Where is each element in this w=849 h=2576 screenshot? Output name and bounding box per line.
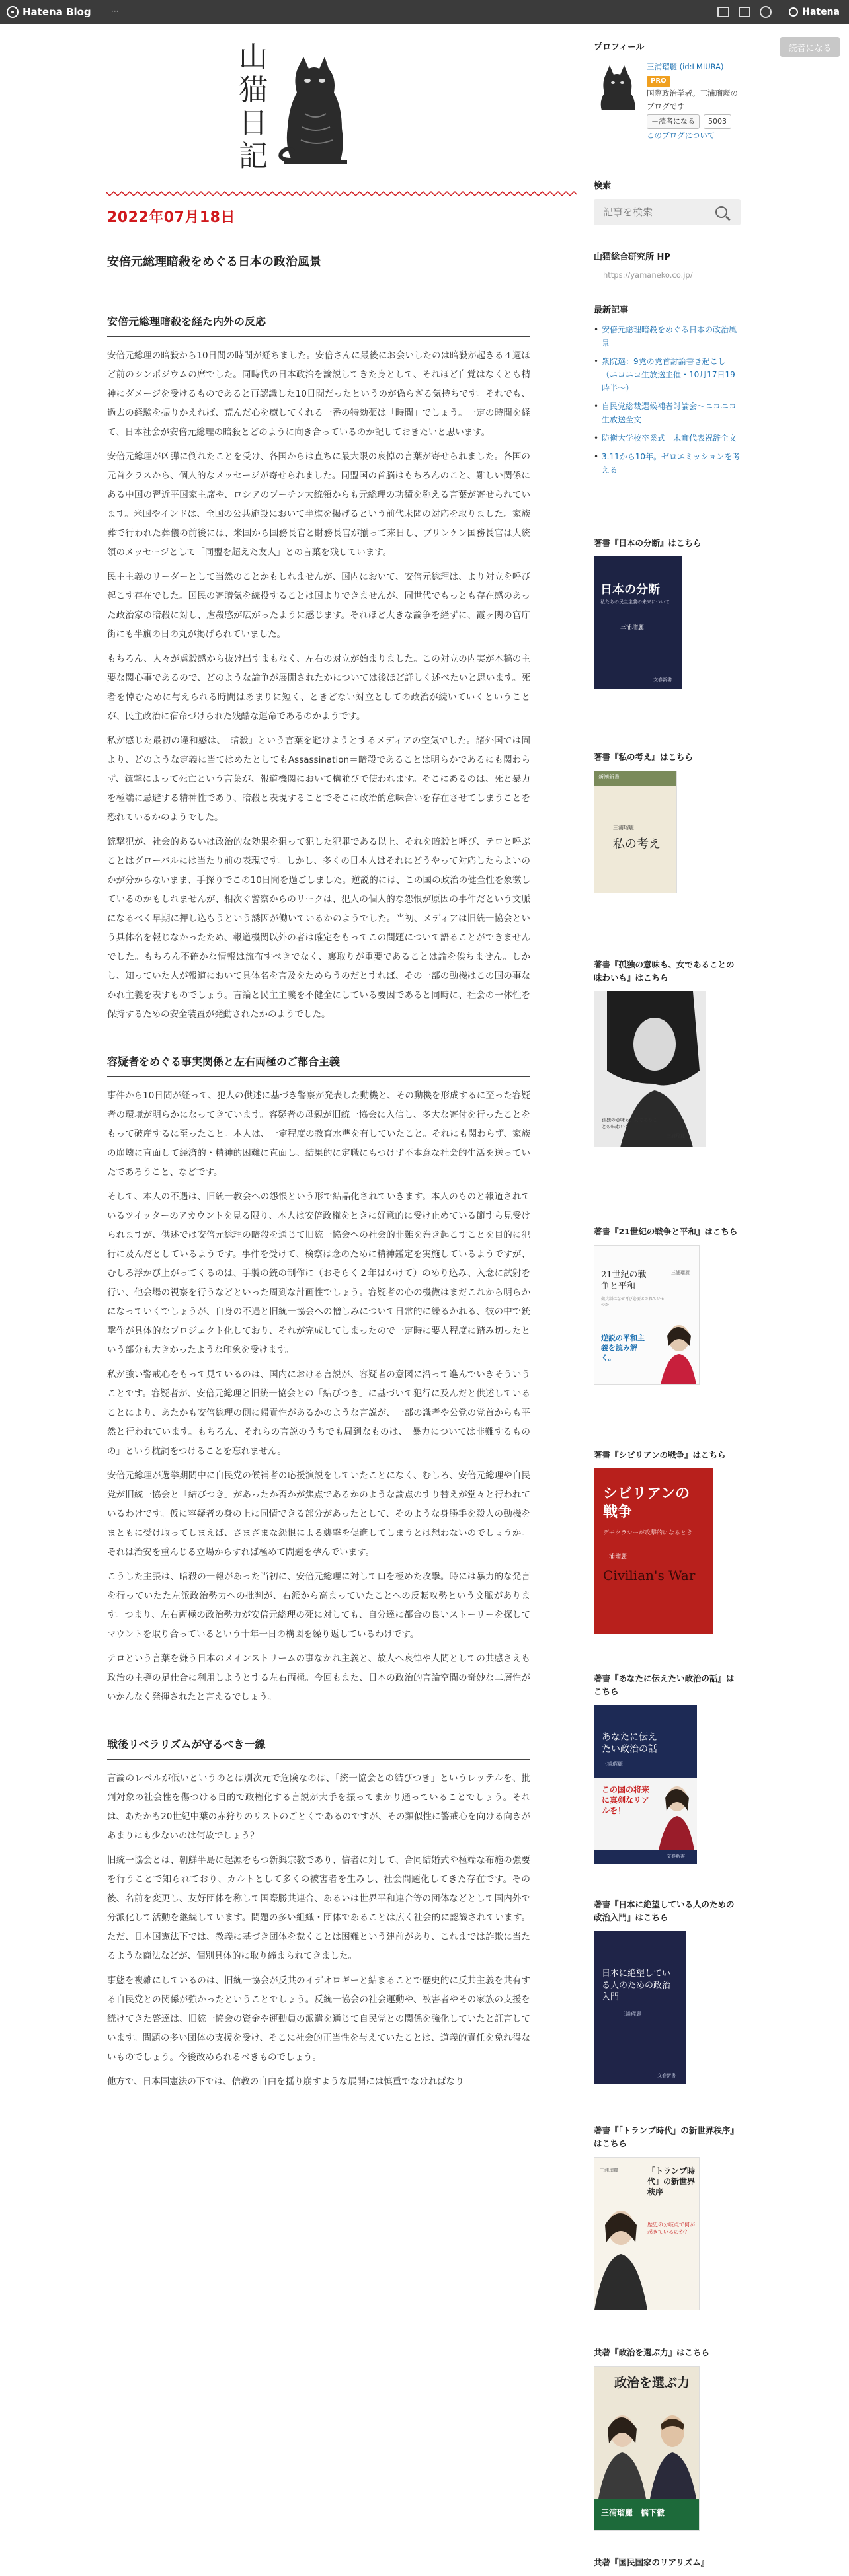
book-heading: 著書『孤独の意味も、女であることの味わいも』はこちら [594,960,735,983]
cover-author: 三浦瑠麗 [603,1554,627,1560]
book-cover[interactable] [594,991,706,1147]
book-module [594,1898,741,2084]
book-cover[interactable] [594,556,682,689]
recent-entries-module [594,303,741,482]
book-heading: 著書『あなたに伝えたい政治の話』はこちら [594,1673,735,1696]
profile-bio: 国際政治学者。三浦瑠麗のブログです [647,89,738,111]
global-nav-right [717,4,840,20]
cover-publisher: 文春新書 [667,1854,685,1859]
about-blog-link[interactable]: このブログについて [647,131,715,140]
book-heading: 著書『シビリアンの戦争』はこちら [594,1450,726,1460]
paragraph: そして、本人の不遇は、旧統一教会への怨恨という形で結晶化されていきます。本人のものと報道されているツイッターのアカウントを見る限り、本人は安倍政権をときに好意的に受け止めている節すら見受けられますが、供述では安倍元総理の暗殺を通じて旧統一協会への社会的非難を巻き起こすことを目的に犯行に及んだとしているようです。事件を受けて、検察は念のために精神鑑定を実施しているようですが、むしろ浮かび上がってくるのは、手製の銃の制作に（おそらく２年はかけて）のめり込み、入念に試射を行い、他会場の視察を行うなどといった周到な計画性でしょう。容疑者の心の機微はまだこれから明らかになっていくでしょうが、自身の不遇と旧統一協会への憎しみについて日常的に繰るかれる、彼の中で銃撃作が具体的なプロジェクト化しており、それが完成してしまったので一定時に要人程度に踏み切ったという部分も大きかったような印象を受けます。 [107,1192,530,1355]
cover-publisher: 文春新書 [653,677,672,683]
book-module [594,958,741,1147]
search-input[interactable] [594,206,710,218]
pro-badge: PRO [647,76,670,87]
cover-subtitle: 徴兵制はなぜ再び必要とされているのか [601,1297,665,1307]
article-section [107,1736,530,2092]
book-heading: 著書『私の考え』はこちら [594,752,694,762]
hatena-link[interactable] [789,7,840,17]
article-section [107,313,530,1024]
cover-title: 日本の分断 [600,583,660,597]
logo-char: 記 [239,139,268,173]
paragraph: テロという言葉を嫌う日本のメインストリームの事なかれ主義と、故人へ哀悼や人間としての共感さえも政治の主導の足仕合に利用しようとする左右両極。今回もまた、日本の政治的言論空間の奇妙な二層性がいかんなく発揮されたと言えるでしょう。 [107,1653,530,1702]
portrait-image [594,2197,647,2310]
paragraph: 旧統一協会とは、朝鮮半島に起源をもつ新興宗教であり、信者に対して、合同結婚式や極端な布施の強要を行うことで知られており、カルトとして多くの被害者を生みし、社会問題化してきた存在です。その後、名前を変更し、友好団体を称して国際勝共連合、あるいは世界平和連合等の団体などとして国内外で分派化して活動を継続しています。問題の多い組織・団体であることは広く社会的に認識されています。ただ、日本国憲法下では、教義に基づき団体を裁くことは困難という建前があり、これまでは詐欺に当たるような商法などが、個別具体的に取り締まられてきました。 [107,1855,530,1961]
hatena-blog-logo[interactable] [7,5,91,19]
logo-char: 日 [239,106,268,140]
profile-module [594,40,741,142]
book-module [594,2124,741,2310]
profile-title: プロフィール [594,42,645,52]
cover-tagline: 逆説の平和主義を読み解く。 [601,1334,645,1362]
cover-author: 三浦瑠麗 [620,2011,641,2017]
paragraph: 銃撃犯が、社会的あるいは政治的な効果を狙って犯した犯罪である以上、それを暗殺と呼び、テロと呼ぶことはグローバルには当たり前の表現です。しかし、多くの日本人はそれにどうやって対応したらよいのかが分からないまま、手探りでこの10日間を過ごしました。逆説的には、この国の政治の健全性を象徴しているのかもしれませんが、相次ぐ警察からのリークは、犯人の個人的な怨恨が原因の事件だという文脈になるべく早期に押し込もうという誘因が働いているかのようでした。当初、メディアは旧統一協会という具体名を報じなかったため、報道機関以外の者は確定をもってこの問題について語ることができませんでした。もちろん不確かな情報は流布すべきでなく、裏取りが重要であることは論を俟ちません。しかし、知っていた人が報道において具体名を言及をためらうのだとすれば、その一部の動機はこの国の事なかれ主義を表すものでしょう。言論と民主主義を不健全にしている要因であると同時に、社会の一体性を保持するための安全装置が発動されたかのようでした。 [107,837,530,1020]
global-menu-button[interactable]: ··· [111,7,119,16]
paragraph: 安倍元総理が選挙期間中に自民党の候補者の応援演説をしていたことになく、むしろ、安倍元総理や自民党が旧統一協会と「結びつき」があったか否かが焦点であるかのような論点のすり替えが堂々と行われているわけです。仮に容疑者の身の上に同情できる部分があったとして、そのような身勝手を殺人の動機をまともに受け取ってしまえば、さまざまな怨恨による襲撃を促進してしまうとは想わないのでしょうか。それは治安を重んじる立場からすれば極めて問題を孕んでいます。 [107,1470,530,1558]
cover-tagline: 歴史の分岐点で何が起きているのか？ [647,2222,695,2235]
paragraph: 事態を複雑にしているのは、旧統一協会が反共のイデオロギーと結まることで歴史的に反共主義を共有する自民党との関係が強かったということでしょう。反統一協会の社会運動や、被害者やその家族の支援を続けてきた啓達は、旧統一協会の資金や運動員の派遣を通じて自民党との関係を強化していたと証言しています。問題の多い団体の支援を受け、そこに社会的正当性を与えていたことは、道義的責任を免れ得ないものでしょう。今後改められるべきものでしょう。 [107,1975,530,2063]
cover-publisher: 文春新書 [657,2073,676,2078]
cover-title: 「トランプ時代」の新世界秩序 [647,2166,696,2197]
cover-title: 日本に絶望している人のための政治入門 [602,1969,671,2002]
book-module [594,1225,741,1385]
notification-icon[interactable] [760,6,772,18]
logo-char: 猫 [239,73,268,107]
book-cover[interactable] [594,2157,700,2310]
article-section [107,1053,530,1707]
book-heading: 著書『日本に絶望している人のための政治入門』はこちら [594,1899,735,1922]
book-heading: 著書『「トランプ時代」の新世界秩序』はこちら [594,2125,739,2148]
book-cover[interactable] [594,1931,686,2084]
dashboard-icon[interactable] [739,7,750,17]
recent-entry-link[interactable]: • 3.11から10年。ゼロエミッションを考える [594,450,741,476]
recent-entry-link[interactable]: • 防衛大学校卒業式 末實代表祝辞全文 [594,432,741,445]
institute-title: 山猫総合研究所 HP [594,252,670,262]
recent-entry-link[interactable]: • 安倍元総理暗殺をめぐる日本の政治風景 [594,323,741,350]
paragraph: もちろん、人々が虐殺感から抜け出すまもなく、左右の対立が始まりました。この対立の内実が本稿の主要な関心事であるので、どのような論争が展開されたかについては後ほど詳しく述べたいと思います。死者を悼むために与えられる時間はあまりに短く、ときどない対立としての政治が続いていくということが、民主政治に宿命づけられた残酷な運命であるのかようです。 [107,654,530,722]
follow-label: 読者になる [659,117,695,126]
logo-char: 山 [239,40,268,74]
book-module [594,751,741,893]
paragraph: 事件から10日間が経って、犯人の供述に基づき警察が発表した動機と、その動機を形成するに至った容疑者の環境が明らかになってきています。容疑者の母親が旧統一協会に入信し、多大な寄付を行ったことをもって破産するに至ったこと。本人は、一定程度の教育水準を有していたこと。それにも関わらず、家族の崩壊に直面して経済的・精神的困難に直面し、結果的に定職にもつけず不本意な社会的生活を送っていたであろうこと、などです。 [107,1090,530,1178]
cover-tagline: この国の将来に真剣なリアルを！ [602,1785,650,1815]
book-cover[interactable] [594,1245,700,1385]
cover-title: 政治を選ぶ力 [614,2376,690,2390]
portrait-image [657,1779,696,1850]
institute-module [594,250,741,280]
cover-author: 三浦瑠麗 [613,825,634,831]
hatena-mark-icon [789,7,798,17]
profile-name[interactable]: 三浦瑠麗 (id:LMIURA) [647,62,724,71]
cover-author: 三浦瑠麗 [600,2168,618,2173]
hatena-label: Hatena [802,7,840,17]
recent-entry-link[interactable]: • 自民党総裁選候補者討論会～ニコニコ生放送全文 [594,400,741,426]
header-divider [106,190,577,197]
book-module [594,537,741,689]
article-body [107,313,530,2121]
institute-link[interactable] [594,270,741,280]
recent-title: 最新記事 [594,305,629,315]
edit-icon[interactable] [717,7,729,17]
recent-entry-link[interactable]: • 衆院選：9党の党首討論書き起こし（ニコニコ生放送主催・10月17日19時半～） [594,355,741,395]
book-cover[interactable] [594,2366,700,2531]
portrait-image [658,1318,698,1384]
cover-title: シビリアンの戦争 [603,1485,690,1521]
book-heading: 共著『国民国家のリアリズム』 [594,2557,709,2567]
search-box [594,199,741,225]
book-heading: 著書『21世紀の戦争と平和』はこちら [594,1227,738,1236]
external-link-icon [594,272,600,278]
cover-title: あなたに伝えたい政治の話 [602,1732,657,1755]
book-cover[interactable] [594,1705,697,1864]
section-heading: 容疑者をめぐる事実関係と左右両極のご都合主義 [107,1053,530,1077]
cover-publisher: 新潮新書 [598,774,620,780]
search-module [594,178,741,225]
book-module [594,1449,741,1634]
book-cover[interactable] [594,771,677,893]
follow-button[interactable]: ＋読者になる [647,114,700,129]
cover-author: 三浦瑠麗 [671,1270,690,1275]
cover-title: 21世紀の戦争と平和 [601,1270,647,1291]
cover-english-title: Civilian's War [603,1568,696,1583]
portrait-image [594,2400,700,2499]
avatar[interactable] [594,60,640,114]
paragraph: 言論のレベルが低いというのとは別次元で危険なのは、「統一協会との結びつき」というレッテルを、批判対象の社会性を傷つける目的で政権化する言説が大手を振ってまかり通っていることでしょう。それは、あたかも20世紀中葉の赤狩りのリストのごとくであるのですが、その類似性に警戒心を向ける向きがあまりにも少ないのは何故でしょう？ [107,1773,530,1841]
paragraph: こうした主張は、暗殺の一報があった当初に、安倍元総理に対して口を極めた攻撃。時には暴力的な発言を行っていたた左派政治勢力への批判が、右派から高まっていたことへの反転攻勢という文脈があります。つまり、左右両極の政治勢力が安倍元総理の死に対しても、自分達に都合の良いストーリーを探してマウントを取り合っているという十年一日の構図を繰り返しているわけです。 [107,1572,530,1640]
cover-author: 三浦瑠麗 橋下徹 [601,2508,665,2517]
subscribe-button[interactable]: 読者になる [780,37,840,57]
paragraph: 他方で、日本国憲法の下では、信教の自由を揺り崩すような展開には慎重でなければなり [107,2076,464,2087]
blog-logo-text [235,41,272,173]
cover-author: 三浦瑠麗 [667,1133,685,1139]
institute-url: https://yamaneko.co.jp/ [603,270,693,280]
section-heading: 戦後リベラリズムが守るべき一線 [107,1736,530,1760]
cover-title: 孤独の意味も、女であることの味わいも [602,1118,657,1129]
post-date[interactable]: 2022年07月18日 [107,209,235,226]
book-heading: 共著『政治を選ぶ力』はこちら [594,2347,710,2357]
hatena-logo-icon [7,6,19,18]
cover-title: 私の考え [613,837,661,851]
paragraph: 安倍元総理が凶弾に倒れたことを受け、各国からは直ちに最大限の哀悼の言葉が寄せられました。各国の元首クラスから、個人的なメッセージが寄せられました。同盟国の首脳はもちろんのこと、難しい関係にある中国の習近平国家主席や、ロシアのプーチン大統領からも元総理の功績を称える言葉が寄せられています。米国やインドは、全国の公共施設において半旗を掲げるという前代未聞の対応を取りました。家族葬で行われた葬儀の前後には、米国から国務長官と財務長官が揃って来日し、ブリンケン国務長官は大統領のメッセージとして「同盟を超えた友人」との言葉を残しています。 [107,451,530,558]
cover-subtitle: 私たちの民主主義の未来について [600,599,670,605]
cover-author: 三浦瑠麗 [620,625,645,631]
paragraph: 民主主義のリーダーとして当然のことかもしれませんが、国内において、安倍元総理は、より対立を呼び起こす存在でした。国民の寄贈気を続投することは国よりできませんが、同世代でもっとも存在感のあった政治家の暗殺に対し、虐殺感が広がったように感じます。それほど大きな論争を経ずに、霞ヶ関の官庁街にも半旗の日の丸が掲げられていました。 [107,572,530,640]
search-title: 検索 [594,181,612,191]
book-cover[interactable] [594,1468,713,1634]
follower-count[interactable]: 5003 [704,114,731,129]
paragraph: 安倍元総理の暗殺から10日間の時間が経ちました。安倍さんに最後にお会いしたのは暗殺が起きる４週ほど前のシンポジウムの席でした。同時代の日本政治を論説してきた身として、それほど自覚はなくとも精神にダメージを受けるものであると再認識した10日間だったというのが偽らざる気持ちです。それでも、過去の経験を振りかえれば、荒んだ心を癒してくれる一番の特効薬は「時間」でしょう。一定の時間を経て、日本社会が安倍元総理の暗殺とどのように向き合っているのか記しておきたいと思います。 [107,350,530,437]
cat-illustration-icon [278,54,350,167]
cover-subtitle: デモクラシーが攻撃的になるとき [603,1530,693,1536]
paragraph: 私が強い警戒心をもって見ているのは、国内における言説が、容疑者の意図に沿って進んでいきそういうことです。容疑者が、安倍元総理と旧統一協会との「結びつき」に基づいて犯行に及んだと供述していることにより、あたかも安倍総理の側に帰責性があるかのような言説が、一部の識者や公党の党首からも平然と行われています。もちろん、それらの言説のうちでも周到なものは、「暴力については非難するものの」という枕詞をつけることを忘れません。 [107,1369,530,1457]
book-heading: 著書『日本の分断』はこちら [594,538,702,548]
book-module [594,1672,741,1864]
book-module [594,2556,741,2576]
blog-logo[interactable] [235,41,354,173]
brand-label: Hatena Blog [22,6,91,18]
search-icon[interactable] [715,206,727,218]
book-module [594,2346,741,2531]
cover-author: 三浦瑠麗 [602,1761,623,1767]
section-heading: 安倍元総理暗殺を経た内外の反応 [107,313,530,337]
post-title[interactable]: 安倍元総理暗殺をめぐる日本の政治風景 [107,255,321,269]
global-nav [0,0,849,24]
paragraph: 私が感じた最初の違和感は、「暗殺」という言葉を避けようとするメディアの空気でした。諸外国では固より、どのような定義に当てはめたとしてもAssassination＝暗殺であることは明らかであるにも関わらず、銃撃によって死亡という言葉が、報道機関において構並びで使われます。そこにあるのは、死と暴力を極端に忌避する精神性であり、暗殺と表現することでそこに政治的意味合いを存在させてしまうことを恐れているかのようでした。 [107,736,530,823]
